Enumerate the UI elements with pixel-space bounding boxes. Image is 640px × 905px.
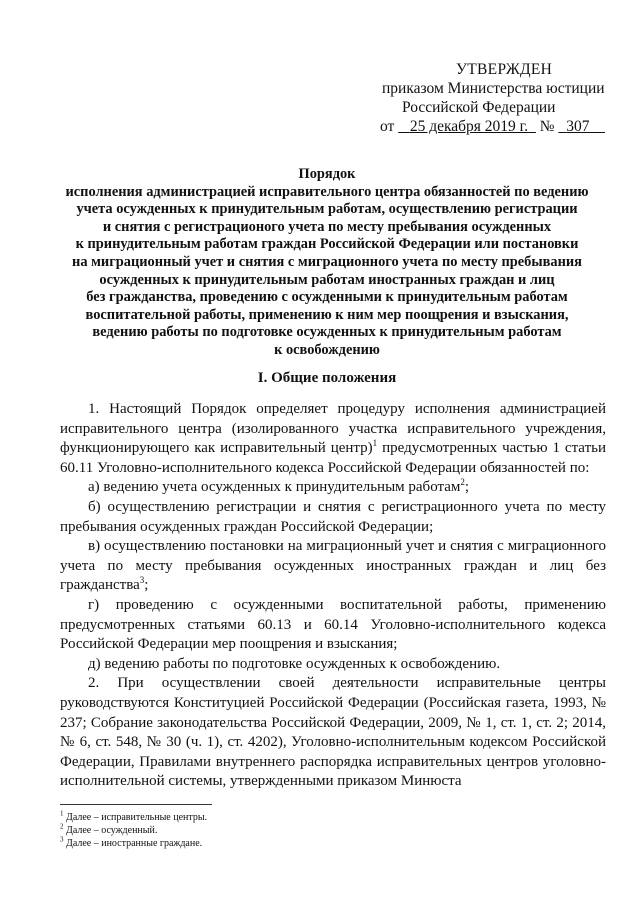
- paragraph-2: 2. При осуществлении своей деятельности исправительные центры руководствуются Конституцией Российской Федерации (Российская газета, 1993, № 237; Собрание законодательства Российской Федерации, 2009, № 1, ст. 1, ст. 2; 2014, № 6, ст. 548, № 30 (ч. 1), ст. 4202), Уголовно-исполнительным кодексом Российской Федерации, Правилами внутреннего распорядка исправительных центров уголовно-исполнительной системы, утвержденными приказом Минюста: [60, 675, 606, 790]
- footnote-separator: [60, 804, 212, 805]
- footnote: $^2$ Далее – осужденный.: [60, 822, 158, 836]
- title-line: ведению работы по подготовке осужденных к принудительным работам: [92, 324, 562, 341]
- item-a: а) ведению учета осужденных к принудительным работам$^2$;: [88, 477, 470, 496]
- approval-date-line: [380, 117, 620, 136]
- title-line: без гражданства, проведению с осужденными к принудительным работам: [86, 289, 568, 306]
- approval-number-label: №: [539, 118, 555, 135]
- document-title: [40, 166, 614, 360]
- approval-stamp: [380, 60, 620, 136]
- approval-order-line: приказом Министерства юстиции: [382, 80, 605, 97]
- title-line: воспитательной работы, применению к ним мер поощрения и взыскания,: [85, 306, 569, 323]
- title-line: на миграционный учет и снятия с миграционного учета по месту пребывания: [72, 253, 582, 270]
- approval-from-label: от: [380, 118, 395, 135]
- footnote: $^3$ Далее – иностранные граждане.: [60, 835, 203, 849]
- footnote-ref: 2: [460, 477, 465, 488]
- approval-date: 25 декабря 2019 г.: [409, 118, 529, 135]
- footnote: $^1$ Далее – исправительные центры.: [60, 809, 208, 823]
- title-line: исполнения администрацией исправительного центра обязанностей по ведению: [65, 183, 589, 200]
- title-line: и снятия с регистрационого учета по месту пребывания осужденных: [102, 218, 552, 235]
- title-heading: Порядок: [298, 166, 356, 182]
- item-b: б) осуществлению регистрации и снятия с регистрационного учета по месту пребывания осужденных граждан Российской Федерации;: [60, 498, 606, 535]
- footnote-ref: 1: [372, 438, 378, 449]
- item-e: д) ведению работы по подготовке осужденных к освобождению.: [88, 655, 501, 672]
- title-line: к освобождению: [274, 341, 380, 358]
- approval-number: 307: [566, 118, 590, 135]
- document-body: [60, 400, 606, 792]
- item-d: г) проведению с осужденными воспитательной работы, применению предусмотренных статьями 60.13 и 60.14 Уголовно-исполнительного кодекса Российской Федерации мер поощрения и взыскания;: [60, 596, 606, 653]
- section-heading: I. Общие положения: [257, 370, 397, 386]
- approval-authority-line: Российской Федерации: [402, 99, 556, 116]
- approval-heading: УТВЕРЖДЕН: [456, 61, 553, 78]
- footnote-ref: 3: [139, 575, 145, 586]
- title-line: осужденных к принудительным работам иностранных граждан и лиц: [99, 271, 555, 288]
- footnotes: [60, 811, 207, 850]
- item-c: в) осуществлению постановки на миграционный учет и снятия с миграционного учета по месту пребывания осужденных иностранных граждан и лиц без гражданства$^3$;: [60, 538, 606, 594]
- paragraph-1: 1. Настоящий Порядок определяет процедуру исполнения администрацией исправительного центра (изолированного участка исправительного учреждения, функционирующего как исправительный центр)$^1$ предусмотренных частью 1 статьи 60.11 Уголовно-исполнительного кодекса Российской Федерации обязанностей по:: [60, 401, 607, 476]
- title-line: учета осужденных к принудительным работам, осуществлению регистрации: [76, 201, 578, 218]
- title-line: к принудительным работам граждан Российской Федерации или постановки: [75, 236, 579, 253]
